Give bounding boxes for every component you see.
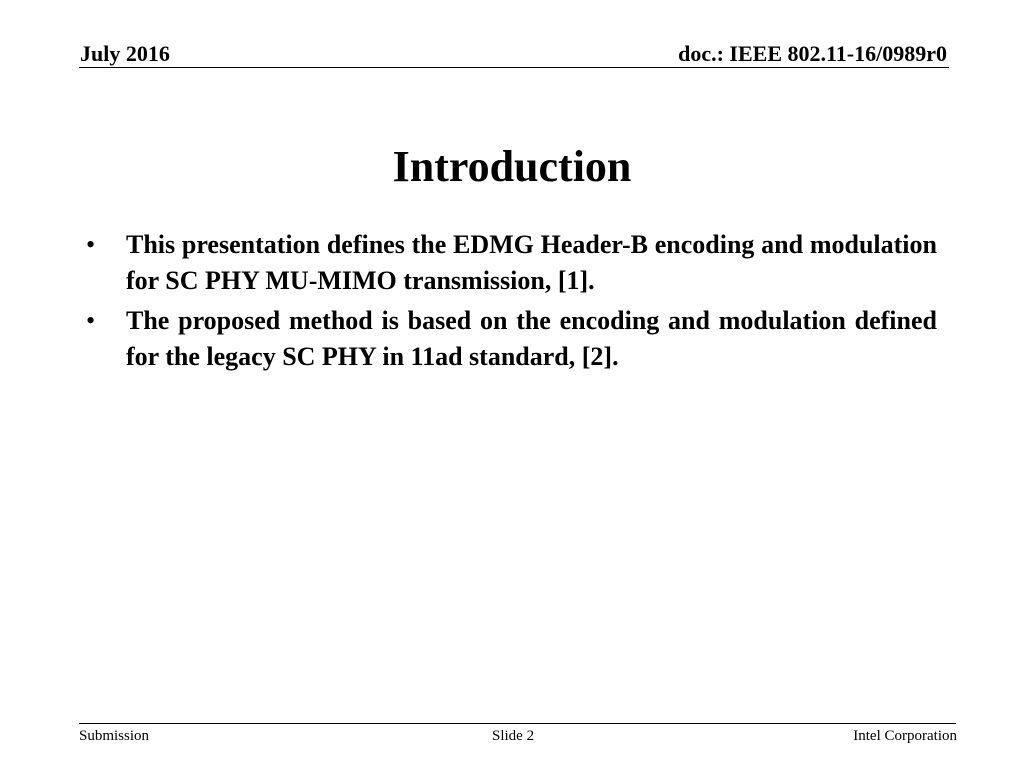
slide-title: Introduction [392,142,632,192]
slide-number: Slide 2 [492,728,535,744]
bullet-text: This presentation defines the EDMG Header-B encoding and modulation for SC PHY MU-MIMO transmission, [1]. [126,230,937,295]
header-date: July 2016 [80,41,170,66]
document-id: doc.: IEEE 802.11-16/0989r0 [678,41,947,66]
footer-submission: Submission [79,728,150,744]
bullet-dot-icon: • [86,230,96,259]
bullet-item [86,227,937,299]
header-divider [79,67,949,68]
bullet-text: The proposed method is based on the encoding and modulation defined for the legacy SC PHY in 11ad standard, [2]. [126,306,937,371]
footer-divider [79,723,956,724]
bullet-list [86,227,937,379]
footer-company: Intel Corporation [853,728,957,744]
bullet-dot-icon: • [86,306,96,335]
bullet-item [86,303,937,375]
